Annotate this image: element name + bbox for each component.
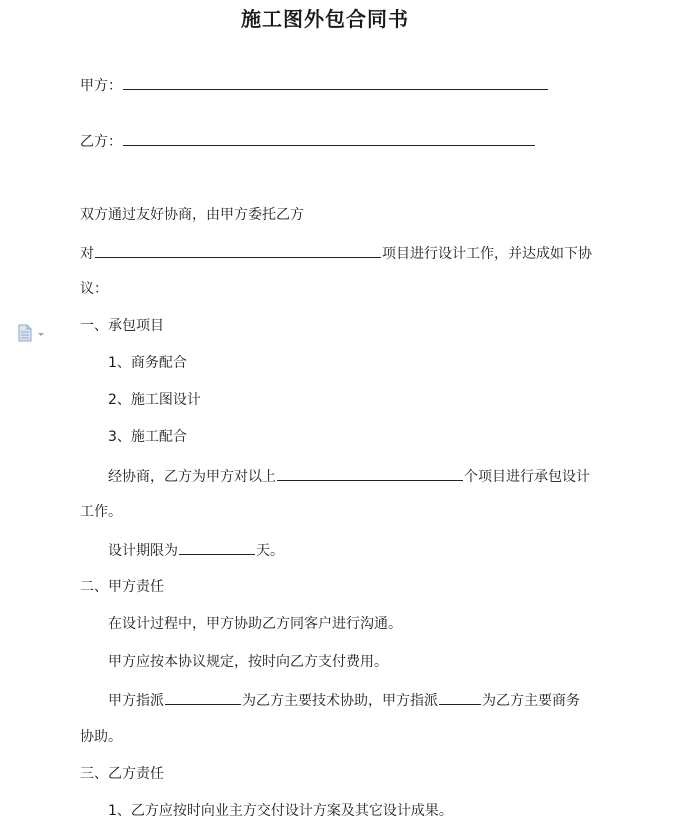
party-b-blank[interactable] bbox=[123, 131, 535, 146]
intro-line-2-prefix: 对 bbox=[80, 246, 94, 262]
page-title: 施工图外包合同书 bbox=[241, 7, 409, 31]
intro-line-2 bbox=[80, 243, 592, 263]
party-a-line bbox=[80, 75, 549, 95]
section-1-text-cont: 工作。 bbox=[80, 504, 122, 520]
project-name-blank[interactable] bbox=[95, 243, 381, 258]
design-period bbox=[108, 540, 284, 560]
section-2-p3-c: 为乙方主要商务 bbox=[482, 693, 580, 709]
section-1-item-3: 3、施工配合 bbox=[108, 429, 187, 445]
design-period-suffix: 天。 bbox=[256, 543, 284, 559]
technical-assistant-blank[interactable] bbox=[165, 690, 241, 705]
section-2-heading: 二、甲方责任 bbox=[80, 579, 164, 595]
section-1-item-2: 2、施工图设计 bbox=[108, 392, 201, 408]
section-2-p3-b: 为乙方主要技术协助，甲方指派 bbox=[242, 693, 438, 709]
section-2-paragraph-1: 在设计过程中，甲方协助乙方同客户进行沟通。 bbox=[108, 616, 402, 632]
section-1-heading: 一、承包项目 bbox=[80, 318, 164, 334]
section-3-item-1: 1、乙方应按时向业主方交付设计方案及其它设计成果。 bbox=[108, 803, 453, 819]
party-b-line bbox=[80, 131, 536, 151]
document-icon[interactable] bbox=[18, 324, 48, 342]
document-icon-graphic bbox=[18, 324, 48, 342]
section-2-paragraph-3-cont: 协助。 bbox=[80, 729, 122, 745]
section-3-heading: 三、乙方责任 bbox=[80, 766, 164, 782]
section-2-paragraph-3 bbox=[108, 690, 580, 710]
party-a-blank[interactable] bbox=[123, 75, 548, 90]
intro-line-3: 议： bbox=[80, 281, 108, 297]
section-2-p3-a: 甲方指派 bbox=[108, 693, 164, 709]
party-a-label: 甲方： bbox=[80, 78, 122, 94]
section-2-paragraph-2: 甲方应按本协议规定，按时向乙方支付费用。 bbox=[108, 654, 388, 670]
section-1-text bbox=[108, 466, 590, 486]
design-days-blank[interactable] bbox=[179, 540, 255, 555]
section-1-text-prefix: 经协商，乙方为甲方对以上 bbox=[108, 469, 276, 485]
project-count-blank[interactable] bbox=[277, 466, 463, 481]
intro-line-2-suffix: 项目进行设计工作，并达成如下协 bbox=[382, 246, 592, 262]
business-assistant-blank[interactable] bbox=[439, 690, 481, 705]
section-1-text-suffix: 个项目进行承包设计 bbox=[464, 469, 590, 485]
section-1-item-1: 1、商务配合 bbox=[108, 355, 187, 371]
intro-line-1: 双方通过友好协商，由甲方委托乙方 bbox=[80, 207, 304, 223]
design-period-prefix: 设计期限为 bbox=[108, 543, 178, 559]
party-b-label: 乙方： bbox=[80, 134, 122, 150]
